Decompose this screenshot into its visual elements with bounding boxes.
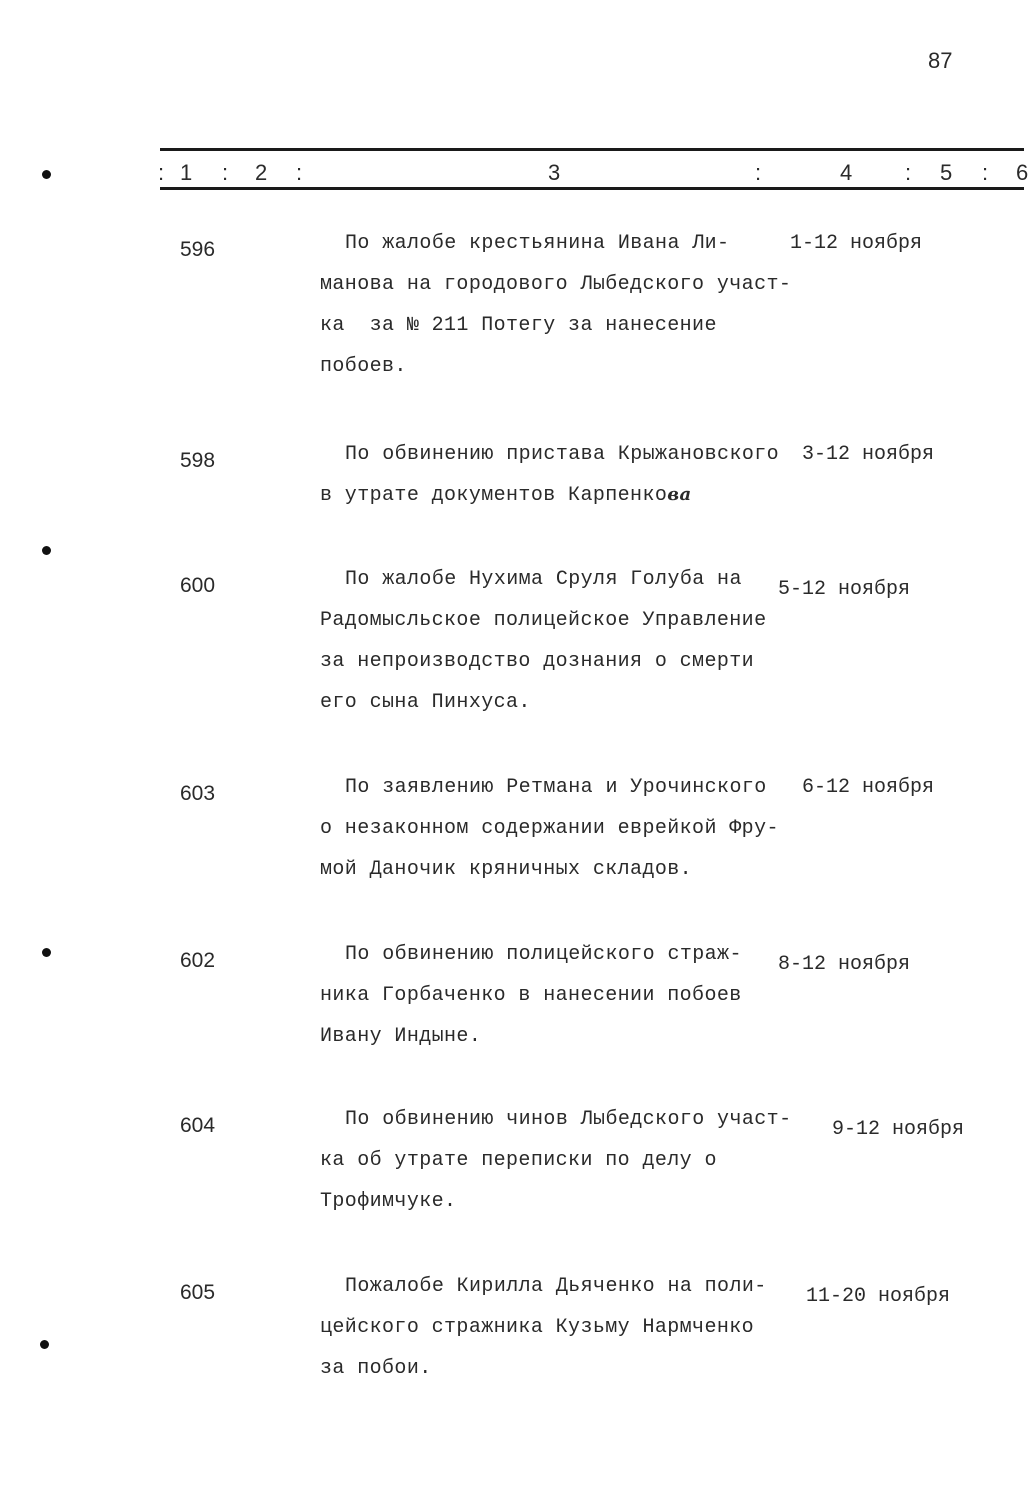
entry-text-line: Трофимчуке. [320, 1190, 457, 1213]
column-3: 3 [548, 160, 561, 185]
entry-text-line: ка об утрате переписки по делу о [320, 1149, 717, 1172]
column-6: 6 [1016, 160, 1028, 185]
column-1: 1 [180, 160, 193, 185]
entry-text-line: мой Даночик кряничных складов. [320, 858, 693, 881]
entry-text-line: за побои. [320, 1357, 432, 1380]
entry-text-line: По обвинению чинов Лыбедского участ- [345, 1108, 792, 1131]
entry-number: 600 [180, 574, 216, 597]
header-top-rule [160, 148, 1024, 151]
entry-text-line: По жалобе крестьянина Ивана Ли- [345, 232, 730, 255]
entry-text-line: Ивану Индыне. [320, 1025, 482, 1048]
entry-date: 8-12 ноября [778, 953, 911, 976]
entry-text-line: ника Горбаченко в нанесении побоев [320, 984, 742, 1007]
entry-text-line: По обвинению пристава Крыжановского [345, 443, 780, 466]
entry-number: 605 [180, 1281, 216, 1304]
entry-text-line: манова на городового Лыбедского участ- [320, 273, 792, 296]
entry-number: 602 [180, 949, 216, 972]
entry-date: 9-12 ноября [832, 1118, 965, 1141]
entry-number: 604 [180, 1114, 216, 1137]
entry-text-line: По заявлению Ретмана и Урочинского [345, 776, 767, 799]
entry-text-line: в утрате документов Карпенко [320, 484, 668, 507]
handwritten-correction: ва [667, 484, 692, 505]
entry-text-line: По жалобе Нухима Сруля Голуба на [345, 568, 742, 591]
entry-text-line: за непроизводство дознания о смерти [320, 650, 755, 673]
entry-text-line: По обвинению полицейского страж- [345, 943, 742, 966]
entry-text-line: побоев. [320, 355, 407, 378]
column-4: 4 [840, 160, 853, 185]
punch-hole-mark [42, 546, 51, 555]
entry-number: 603 [180, 782, 216, 805]
column-2: 2 [255, 160, 268, 185]
entry-date: 6-12 ноября [802, 776, 935, 799]
entry-number: 598 [180, 449, 216, 472]
punch-hole-mark [42, 948, 51, 957]
entry-text-line: цейского стражника Кузьму Нармченко [320, 1316, 755, 1339]
column-5: 5 [940, 160, 953, 185]
entry-text-line: ка за № 211 Потегу за нанесение [320, 314, 717, 337]
page-number: 87 [928, 48, 953, 73]
header-bottom-rule [160, 187, 1024, 190]
entry-date: 1-12 ноября [790, 232, 923, 255]
entry-number: 596 [180, 238, 216, 261]
entry-text-line: его сына Пинхуса. [320, 691, 531, 714]
punch-hole-mark [40, 1340, 49, 1349]
entry-text-line: Радомысльское полицейское Управление [320, 609, 767, 632]
entry-date: 5-12 ноября [778, 578, 911, 601]
punch-hole-mark [42, 170, 51, 179]
entry-text-line: Пожалобе Кирилла Дьяченко на поли- [345, 1275, 767, 1298]
entry-date: 11-20 ноября [806, 1285, 951, 1308]
entry-text-line: о незаконном содержании еврейкой Фру- [320, 817, 779, 840]
entry-date: 3-12 ноября [802, 443, 935, 466]
